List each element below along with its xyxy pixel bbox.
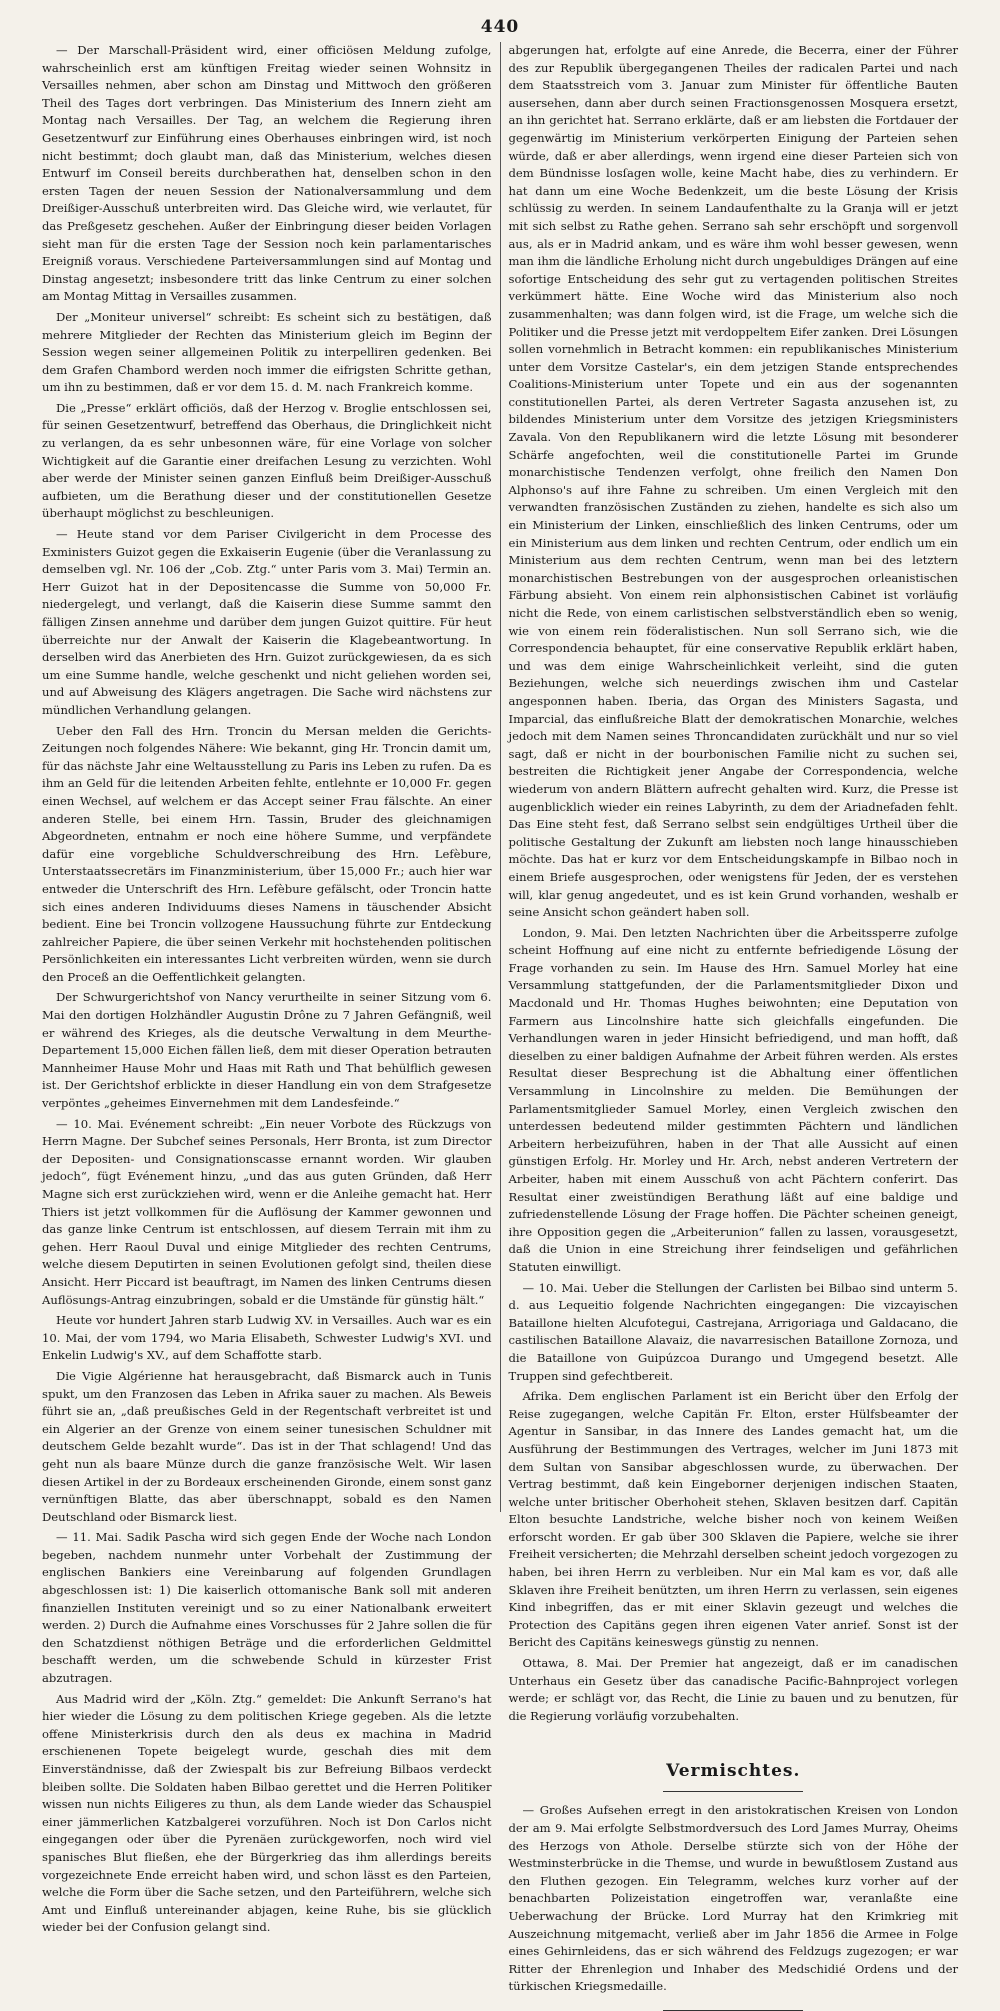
- article-paragraph: Heute vor hundert Jahren starb Ludwig XV. in Versailles. Auch war es ein 10. Mai, der vom 1794, wo Maria Elisabeth, Schwester Ludwig's XVI. und Enkelin Ludwig's XV., auf dem Schaffotte starb.: [42, 1313, 492, 1363]
- article-paragraph: Der Schwurgerichtshof von Nancy verurtheilte in seiner Sitzung vom 6. Mai den dortigen Holzhändler Augustin Drône zu 7 Jahren Gefängniß, weil er während des Krieges, als die deutsche Verwaltung in dem Meurthe-Departement 15,000 Eichen fällen ließ, dem mit dieser Operation betrauten Mannheimer Hause Mohr und Haas mit Rath und That behülflich gewesen ist. Der Gerichtshof erblickte in dieser Handlung ein von dem Strafgesetze verpöntes „geheimes Einvernehmen mit dem Landesfeinde.“: [42, 990, 492, 1111]
- section-title: Vermischtes.: [666, 1761, 801, 1782]
- article-paragraph: abgerungen hat, erfolgte auf eine Anrede, die Becerra, einer der Führer des zur Republik übergegangenen Theiles der radicalen Partei und nach dem Staatsstreich vom 3. Januar zum Minister für öffentliche Bauten ausersehen, dann aber durch seinen Fractionsgenossen Mosquera ersetzt, an ihn gerichtet hat. Serrano erklärte, daß er am liebsten die Fortdauer der gegenwärtig im Ministerium verkörperten Einigung der Parteien sehen würde, daß er aber allerdings, wenn irgend eine dieser Parteien sich von dem Bündnisse losſagen wolle, keine Macht habe, dies zu verhindern. Er hat dann um eine Woche Bedenkzeit, um die beste Lösung der Krisis schlüssig zu werden. In seinem Landaufenthalte zu la Granja will er jetzt mit sich selbst zu Rathe gehen. Serrano sah sehr erschöpft und sorgenvoll aus, als er in Madrid ankam, und es wäre ihm wohl besser gewesen, wenn man ihm die ländliche Erholung nicht durch ungebuldiges Drängen auf eine sofortige Entscheidung des sehr gut zu vertagenden politischen Streites verkümmert hätte. Eine Woche wird das Ministerium also noch zusammenhalten; was dann folgen wird, ist die Frage, um welche sich die Politiker und die Presse jetzt mit verdoppeltem Eifer zanken. Drei Lösungen sollen vornehmlich in Betracht kommen: ein republikanisches Ministerium unter dem Vorsitze Castelar's, ein dem jetzigen Stande entsprechendes Coalitions-Ministerium unter Topete und ein aus der sogenannten constitutionellen Partei, als deren Vertreter Sagasta anzusehen ist, zu bildendes Ministerium unter dem Vorsitze des jetzigen Kriegsministers Zavala. Von den Republikanern wird die letzte Lösung mit besonderer Schärfe angefochten, weil die constitutionelle Partei im Grunde monarchistische Tendenzen verfolgt, ohne freilich den Namen Don Alphonso's auf ihre Fahne zu schreiben. Um einen Vergleich mit den verwandten französischen Zuständen zu ziehen, handelte es sich also um ein Ministerium der Linken, einschließlich des linken Centrums, oder um ein Ministerium aus dem linken und rechten Centrum, oder endlich um ein Ministerium aus dem rechten Centrum, wenn man bei des letztern monarchistischen Bestrebungen von der ausgesprochen orleanistischen Färbung absieht. Von einem rein alphonsistischen Cabinet ist vorläufig nicht die Rede, von einem carlistischen selbstverständlich eben so wenig, wie von einem rein föderalistischen. Nun soll Serrano sich, wie die Correspondencia behauptet, für eine conservative Republik erklärt haben, und was dem einige Wahrscheinlichkeit verleiht, sind die guten Beziehungen, welche sich neuerdings zwischen ihm und Castelar angesponnen haben. Iberia, das Organ des Ministers Sagasta, und Imparcial, das einflußreiche Blatt der demokratischen Monarchie, welches jedoch mit dem Namen seines Throncandidaten zurückhält und nur so viel sagt, daß er nicht in der bourbonischen Familie nicht zu suchen sei, bestreiten die Richtigkeit jener Angabe der Correspondencia, welche wiederum von andern Blättern aufrecht gehalten wird. Kurz, die Presse ist augenblicklich wieder ein reines Labyrinth, zu dem der Ariadnefaden fehlt. Das Eine steht fest, daß Serrano selbst sein endgültiges Urtheil über die politische Gestaltung der Zukunft am liebsten noch lange hinausschieben möchte. Das hat er kurz vor dem Entscheidungskampfe in Bilbao noch in einem Briefe ausgesprochen, oder wenigstens für Jeden, der es verstehen will, klar genug angedeutet, und es ist kein Grund vorhanden, weshalb er seine Ansicht schon geändert haben soll.: [508, 43, 958, 920]
- article-paragraph: — 11. Mai. Sadik Pascha wird sich gegen Ende der Woche nach London begeben, nachdem nunmehr unter Vorbehalt der Zustimmung der englischen Bankiers eine Vereinbarung auf folgenden Grundlagen abgeschlossen ist: 1) Die kaiserlich ottomanische Bank soll mit anderen finanziellen Instituten vereinigt und so zu einer Nationalbank erweitert werden. 2) Durch die Aufnahme eines Vorschusses für 2 Jahre sollen die für den Schatzdienst nöthigen Beträge und die erforderlichen Geldmittel beschafft werden, um die schwebende Schuld in kürzester Frist abzutragen.: [42, 1530, 492, 1686]
- article-paragraph: Der „Moniteur universel“ schreibt: Es scheint sich zu bestätigen, daß mehrere Mitglieder der Rechten das Ministerium gleich im Beginn der Session wegen seiner allgemeinen Politik zu interpelliren gedenken. Bei dem Grafen Chambord werden noch immer die eifrigsten Schritte gethan, um ihn zu bestimmen, daß er vor dem 15. d. M. nach Frankreich komme.: [42, 309, 492, 395]
- page-number: 440: [480, 17, 520, 37]
- article-paragraph: Ottawa, 8. Mai. Der Premier hat angezeigt, daß er im canadischen Unterhaus ein Gesetz über das canadische Pacific-Bahnproject vorlegen werde; er schlägt vor, das Recht, die Linie zu bauen und zu benutzen, für die Regierung vorläufig vorzubehalten.: [508, 1656, 958, 1723]
- columns: [34, 42, 966, 1994]
- article-paragraph: London, 9. Mai. Den letzten Nachrichten über die Arbeitssperre zufolge scheint Hoffnung auf eine nicht zu entfernte befriedigende Lösung der Frage vorhanden zu sein. Im Hause des Hrn. Samuel Morley hat eine Versammlung stattgefunden, der die Parlamentsmitglieder Dixon und Macdonald und Hr. Thomas Hughes beiwohnten; eine Deputation von Farmern aus Lincolnshire hatte sich gleichfalls eingefunden. Die Verhandlungen waren in jeder Hinsicht befriedigend, und man hofft, daß dieselben zu einer baldigen Aufnahme der Arbeit führen werden. Als erstes Resultat dieser Besprechung ist die Abhaltung einer öffentlichen Versammlung in Lincolnshire zu melden. Die Bemühungen der Parlamentsmitglieder Samuel Morley, einen Vergleich zwischen den unterdessen bedeutend milder gestimmten Pächtern und ländlichen Arbeitern herbeizuführen, haben in der That alle Aussicht auf einen günstigen Erfolg. Hr. Morley und Hr. Arch, nebst anderen Vertretern der Arbeiter, haben mit einem Ausschuß von acht Pächtern conferirt. Das Resultat einer zweistündigen Berathung läßt auf eine baldige und zufriedenstellende Lösung der Frage hoffen. Die Pächter scheinen geneigt, ihre Opposition gegen die „Arbeiterunion“ fallen zu lassen, vorausgesetzt, daß die Union in eine Streichung ihrer feindseligen und gefährlichen Statuten einwilligt.: [508, 925, 958, 1274]
- right-column: [501, 42, 967, 1994]
- article-paragraph: Ueber den Fall des Hrn. Troncin du Mersan melden die Gerichts-Zeitungen noch folgendes Nähere: Wie bekannt, ging Hr. Troncin damit um, für das nächste Jahr eine Weltausstellung zu Paris ins Leben zu rufen. Da es ihm an Geld für die leitenden Arbeiten fehlte, entlehnte er 10,000 Fr. gegen einen Wechsel, auf welchem er das Accept seiner Frau fälschte. An einer anderen Stelle, bei einem Hrn. Tassin, Bruder des gleichnamigen Abgeordneten, entnahm er noch eine höhere Summe, und verpfändete dafür eine vorgebliche Schuldverschreibung des Hrn. Lefèbure, Unterstaatssecretärs im Finanzministerium, über 15,000 Fr.; auch hier war entweder die Unterschrift des Hrn. Lefèbure gefälscht, oder Troncin hatte sich eines anderen Individuums dieses Namens in täuschender Absicht bedient. Eine bei Troncin vollzogene Haussuchung führte zur Entdeckung zahlreicher Papiere, die über seinen Verkehr mit hochstehenden politischen Persönlichkeiten ein interessantes Licht verbreiten würden, wenn sie durch den Proceß an die Oeffentlichkeit gelangten.: [42, 723, 492, 984]
- article-paragraph: — Der Marschall-Präsident wird, einer officiösen Meldung zufolge, wahrscheinlich erst am künftigen Freitag wieder seinen Wohnsitz in Versailles nehmen, aber schon am Dinstag und Mittwoch den größeren Theil des Tages dort verbringen. Das Ministerium des Innern zieht am Montag nach Versailles. Der Tag, an welchem die Regierung ihren Gesetzentwurf zur Einführung eines Oberhauses einbringen wird, ist noch nicht bestimmt; doch glaubt man, daß das Ministerium, welches diesen Entwurf im Conseil bereits durchberathen hat, denselben schon in den ersten Tagen der neuen Session der Nationalversammlung und dem Dreißiger-Ausschuß unterbreiten wird. Das Gleiche wird, wie verlautet, für das Preßgesetz geschehen. Außer der Einbringung dieser beiden Vorlagen sieht man für die ersten Tage der Session noch kein parlamentarisches Ereigniß voraus. Verschiedene Parteiversammlungen sind auf Montag und Dinstag angesetzt; insbesondere tritt das linke Centrum zu einer solchen am Montag Mittag in Versailles zusammen.: [42, 43, 492, 304]
- article-paragraph: — 10. Mai. Evénement schreibt: „Ein neuer Vorbote des Rückzugs von Herrn Magne. Der Subchef seines Personals, Herr Bronta, ist zum Director der Depositen- und Consignationscasse ernannt worden. Wir glauben jedoch“, fügt Evénement hinzu, „und das aus guten Gründen, daß Herr Magne sich erst zurückziehen wird, wenn er die Anleihe gemacht hat. Herr Thiers ist jetzt vollkommen für die Auflösung der Kammer gewonnen und das ganze linke Centrum ist entschlossen, auf diesem Terrain mit ihm zu gehen. Herr Raoul Duval und einige Mitglieder des rechten Centrums, welche diesem Deputirten in seinen Evolutionen gefolgt sind, theilen diese Ansicht. Herr Piccard ist beauftragt, im Namen des linken Centrums diesen Auflösungs-Antrag einzubringen, sobald er die Umstände für günstig hält.“: [42, 1116, 492, 1307]
- left-column: [34, 42, 501, 1935]
- article-paragraph: Aus Madrid wird der „Köln. Ztg.“ gemeldet: Die Ankunft Serrano's hat hier wieder die Lösung zu dem politischen Kriege gegeben. Als die letzte offene Ministerkrisis durch den als deus ex machina in Madrid erschienenen Topete beigelegt wurde, geschah dies mit dem Einverständnisse, daß der Zwiespalt bis zur Befreiung Bilbaos verdeckt bleiben sollte. Die Soldaten haben Bilbao gerettet und die Herren Politiker wissen nun nichts Eiligeres zu thun, als dem Lande wieder das Schauspiel einer jämmerlichen Katzbalgerei vorzuführen. Noch ist Don Carlos nicht eingegangen oder über die Pyrenäen zurückgeworfen, noch wird viel spanisches Blut fließen, ehe der Bürgerkrieg das ihm allerdings bereits vorgezeichnete Ende erreicht haben wird, und schon lässt es den Parteien, welche die Form über die Sache setzen, und den Parteiführern, welche sich Amt und Einfluß untereinander abjagen, keine Ruhe, bis sie glücklich wieder bei der Confusion gelangt sind.: [42, 1691, 492, 1935]
- article-paragraph: Die „Presse“ erklärt officiös, daß der Herzog v. Broglie entschlossen sei, für seinen Gesetzentwurf, betreffend das Oberhaus, die Dringlichkeit nicht zu verlangen, da es sehr unbesonnen wäre, für eine Vorlage von solcher Wichtigkeit auf die Garantie einer dreifachen Lesung zu verzichten. Wohl aber werde der Minister seinen ganzen Einfluß beim Dreißiger-Ausschuß aufbieten, um die Berathung dieser und der constitutionellen Gesetze überhaupt möglichst zu beschleunigen.: [42, 400, 492, 521]
- article-paragraph: Afrika. Dem englischen Parlament ist ein Bericht über den Erfolg der Reise zugegangen, welche Capitän Fr. Elton, erster Hülfsbeamter der Agentur in Sansibar, in das Innere des Landes gemacht hat, um die Ausführung der Bestimmungen des Vertrages, welcher im Juni 1873 mit dem Sultan von Sansibar abgeschlossen wurde, zu überwachen. Der Vertrag bestimmt, daß kein Eingeborner derjenigen indischen Staaten, welche unter britischer Oberhoheit stehen, Sklaven besitzen darf. Capitän Elton besuchte Landstriche, welche bisher noch von keinem Weißen erforscht worden. Er gab über 300 Sklaven die Papiere, welche sie ihrer Freiheit versicherten; die Mehrzahl derselben scheint jedoch vorgezogen zu haben, bei ihren Herrn zu verbleiben. Nur ein Mal kam es vor, daß alle Sklaven ihre Freiheit benützten, um ihren Herrn zu verlassen, sein eigenes Kind inbegriffen, das er mit einer Sklavin gezeugt und welches die Protection des Capitäns gegen ihren eigenen Vater anrief. Sonst ist der Bericht des Capitäns keineswegs günstig zu nennen.: [508, 1389, 958, 1650]
- article-paragraph: — Großes Aufsehen erregt in den aristokratischen Kreisen von London der am 9. Mai erfolgte Selbstmordversuch des Lord James Murray, Oheims des Herzogs von Athole. Derselbe stürzte sich von der Höhe der Westminsterbrücke in die Themse, und wurde in bewußtlosem Zustand aus den Fluthen gezogen. Ein Telegramm, welches kurz vorher auf der benachbarten Polizeistation eingetroffen war, veranlaßte eine Ueberwachung der Brücke. Lord Murray hat den Krimkrieg mit Auszeichnung mitgemacht, verließ aber im Jahr 1856 die Armee in Folge eines Gehirnleidens, das er sich während des Feldzugs zugezogen; er war Ritter der Ehrenlegion und Inhaber des Medschidié Ordens und der türkischen Kriegsmedaille.: [508, 1803, 958, 1994]
- article-paragraph: Die Vigie Algérienne hat herausgebracht, daß Bismarck auch in Tunis spukt, um den Franzosen das Leben in Afrika sauer zu machen. Als Beweis führt sie an, „daß preußisches Geld in der Regentschaft verbreitet ist und ein Algerier an der Grenze von einem seiner tunesischen Schuldner mit deutschem Gelde bezahlt wurde“. Das ist in der That schlagend! Und das geht nun als baare Münze durch die ganze französische Welt. Wir lasen diesen Artikel in der zu Bordeaux erscheinenden Gironde, einem sonst ganz vernünftigen Blatte, das aber überschnappt, sobald es den Namen Deutschland oder Bismarck liest.: [42, 1368, 492, 1524]
- article-paragraph: — Heute stand vor dem Pariser Civilgericht in dem Processe des Exministers Guizot gegen die Exkaiserin Eugenie (über die Veranlassung zu demselben vgl. Nr. 106 der „Cob. Ztg.“ unter Paris vom 3. Mai) Termin an. Herr Guizot hat in der Depositencasse die Summe von 50,000 Fr. niedergelegt, und verlangt, daß die Kaiserin diese Summe sammt den fälligen Zinsen annehme und darüber dem jungen Guizot quittire. Für heut überreichte nur der Anwalt der Kaiserin die Klagebeantwortung. In derselben wird das Anerbieten des Hrn. Guizot zurückgewiesen, da es sich um eine Summe handle, welche geschenkt und nicht geliehen worden sei, und auf Abweisung des Klägers angetragen. Die Sache wird nächstens zur mündlichen Verhandlung gelangen.: [42, 527, 492, 717]
- section-divider: [663, 1791, 803, 1792]
- article-paragraph: — 10. Mai. Ueber die Stellungen der Carlisten bei Bilbao sind unterm 5. d. aus Lequeitio folgende Nachrichten eingegangen: Die vizcayischen Bataillone hielten Alcufotegui, Castrejana, Arrigoriaga und Galdacano, die castilischen Bataillone Alavaiz, die navarresischen Bataillone Zornoza, und die Bataillone von Guipúzcoa Durango und Umgegend besetzt. Alle Truppen sind gefechtbereit.: [508, 1280, 958, 1383]
